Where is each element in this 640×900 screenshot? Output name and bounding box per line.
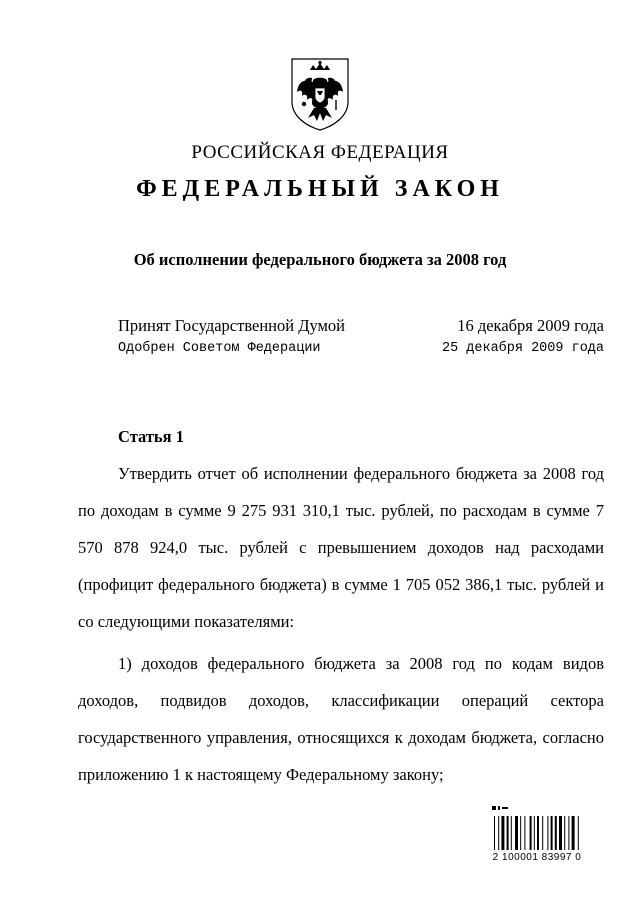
barcode-number: 2 100001 83997 0 [492, 852, 582, 863]
adoption-label: Принят Государственной Думой [118, 316, 346, 335]
law-title: Об исполнении федерального бюджета за 2008 год [133, 250, 507, 269]
country-name: РОССИЙСКАЯ ФЕДЕРАЦИЯ [191, 142, 449, 163]
coat-of-arms-icon [288, 56, 352, 132]
adoption-date: 16 декабря 2009 года [457, 316, 604, 335]
article-paragraph: 1) доходов федерального бюджета за 2008 год по кодам видов доходов, подвидов доходов, классификации операций сектора государственного управления, относящихся к доходам бюджета, согласно приложению 1 к настоящему Федеральному закону; [78, 654, 604, 784]
article-paragraph: Утвердить отчет об исполнении федерального бюджета за 2008 год по доходам в сумме 9 275 931 310,1 тыс. рублей, по расходам в сумме 7 570 878 924,0 тыс. рублей с превышением доходов над расходами (профицит федерального бюджета) в сумме 1 705 052 386,1 тыс. рублей и со следующими показателями: [78, 464, 604, 631]
document-type: ФЕДЕРАЛЬНЫЙ ЗАКОН [136, 176, 504, 202]
adoption-label: Одобрен Советом Федерации [118, 341, 321, 356]
adoption-date: 25 декабря 2009 года [441, 341, 604, 356]
article-heading: Статья 1 [118, 427, 184, 446]
